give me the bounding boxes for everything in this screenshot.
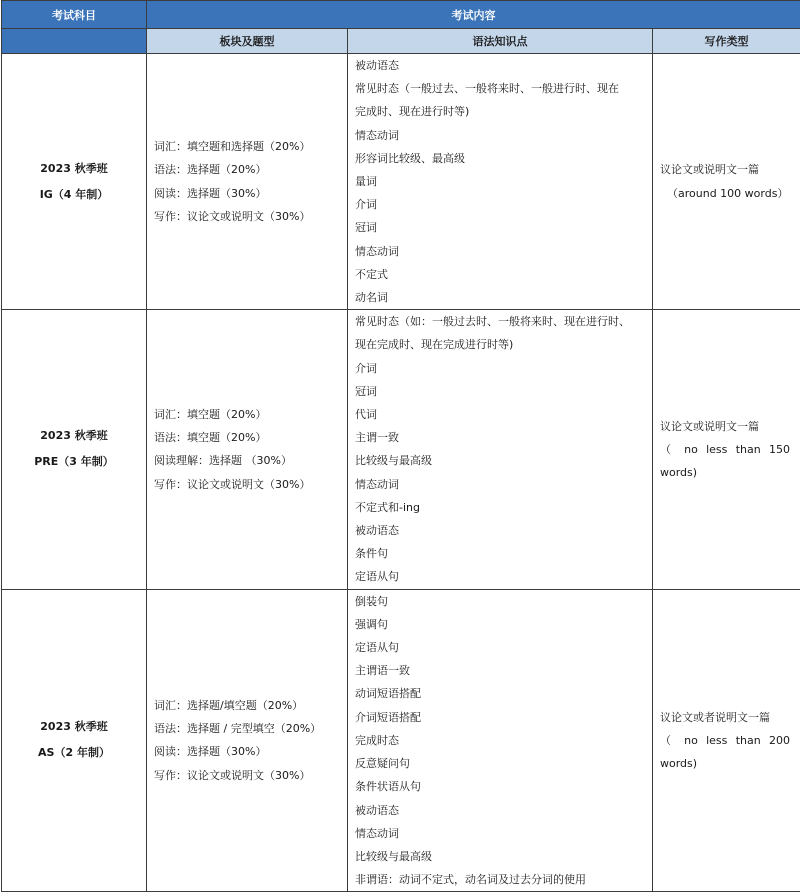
grammar-item: 冠词 — [355, 384, 377, 398]
grammar-item: 动词短语搭配 — [355, 687, 421, 701]
table-row-ig — [2, 54, 800, 310]
grammar-item: 倒装句 — [355, 594, 388, 608]
writing-item: words) — [660, 757, 698, 771]
subject-program: AS（2 年制） — [38, 746, 110, 760]
subject-term: 2023 秋季班 — [40, 161, 108, 175]
sections-cell — [147, 589, 348, 892]
grammar-item: 形容词比较级、最高级 — [355, 151, 465, 165]
subject-term: 2023 秋季班 — [40, 720, 108, 734]
grammar-item: 条件句 — [355, 547, 388, 561]
writing-item: words) — [660, 466, 698, 480]
grammar-item: 不定式和-ing — [355, 500, 420, 514]
section-item: 语法：选择题（20%） — [154, 163, 267, 177]
writing-cell — [653, 589, 800, 892]
section-item: 阅读：选择题（30%） — [154, 186, 267, 200]
grammar-item: 量词 — [355, 175, 377, 189]
header-row-1 — [2, 1, 800, 29]
exam-table — [1, 0, 800, 892]
header-writing: 写作类型 — [653, 29, 800, 54]
section-item: 写作：议论文或说明文（30%） — [154, 209, 311, 223]
grammar-item: 不定式 — [355, 267, 388, 281]
section-item: 词汇：填空题（20%） — [154, 408, 267, 422]
grammar-cell — [348, 310, 653, 589]
header-sections: 板块及题型 — [147, 29, 348, 54]
grammar-item: 冠词 — [355, 221, 377, 235]
grammar-item: 定语从句 — [355, 641, 399, 655]
writing-item: 议论文或说明文一篇 — [660, 163, 759, 177]
grammar-item: 非谓语：动词不定式，动名词及过去分词的使用 — [355, 873, 586, 887]
grammar-item: 完成时、现在进行时等) — [355, 105, 470, 119]
grammar-item: 反意疑问句 — [355, 757, 410, 771]
grammar-item: 情态动词 — [355, 477, 399, 491]
grammar-item: 主谓一致 — [355, 431, 399, 445]
grammar-item: 条件状语从句 — [355, 780, 421, 794]
table-row-pre — [2, 310, 800, 589]
grammar-item: 被动语态 — [355, 524, 399, 538]
section-item: 阅读理解：选择题 （30%） — [154, 454, 292, 468]
grammar-item: 情态动词 — [355, 244, 399, 258]
subject-program: IG（4 年制） — [39, 187, 109, 201]
grammar-item: 比较级与最高级 — [355, 849, 432, 863]
section-item: 词汇：填空题和选择题（20%） — [154, 140, 311, 154]
section-item: 阅读：选择题（30%） — [154, 745, 267, 759]
grammar-item: 常见时态（如：一般过去时、一般将来时、现在进行时、 — [355, 315, 630, 329]
table-row-as — [2, 589, 800, 892]
subject-cell — [2, 310, 147, 589]
grammar-item: 主谓语一致 — [355, 664, 410, 678]
writing-item: 议论文或者说明文一篇 — [660, 710, 770, 724]
header-grammar: 语法知识点 — [348, 29, 653, 54]
grammar-item: 完成时态 — [355, 733, 399, 747]
grammar-item: 定语从句 — [355, 570, 399, 584]
grammar-item: 被动语态 — [355, 803, 399, 817]
grammar-item: 比较级与最高级 — [355, 454, 432, 468]
grammar-item: 被动语态 — [355, 59, 399, 72]
header-blank-cell — [2, 29, 147, 54]
grammar-item: 代词 — [355, 408, 377, 422]
section-item: 语法：选择题 / 完型填空（20%） — [154, 722, 322, 736]
section-item: 写作：议论文或说明文（30%） — [154, 477, 311, 491]
header-content: 考试内容 — [147, 1, 800, 29]
grammar-item: 强调句 — [355, 617, 388, 631]
grammar-item: 动名词 — [355, 291, 388, 305]
writing-item: （ no less than 200 — [660, 733, 790, 747]
sections-cell — [147, 54, 348, 310]
header-subject: 考试科目 — [2, 1, 147, 29]
grammar-cell — [348, 589, 653, 892]
subject-cell — [2, 589, 147, 892]
section-item: 写作：议论文或说明文（30%） — [154, 768, 311, 782]
sections-cell — [147, 310, 348, 589]
subject-cell — [2, 54, 147, 310]
grammar-item: 介词短语搭配 — [355, 710, 421, 724]
grammar-cell — [348, 54, 653, 310]
grammar-item: 常见时态（一般过去、一般将来时、一般进行时、现在 — [355, 82, 619, 96]
writing-cell — [653, 310, 800, 589]
grammar-item: 介词 — [355, 361, 377, 375]
writing-item: 议论文或说明文一篇 — [660, 419, 759, 433]
grammar-item: 现在完成时、现在完成进行时等) — [355, 338, 514, 352]
grammar-item: 情态动词 — [355, 826, 399, 840]
grammar-item: 情态动词 — [355, 128, 399, 142]
writing-item: （ no less than 150 — [660, 442, 790, 456]
section-item: 语法：填空题（20%） — [154, 431, 267, 445]
subject-term: 2023 秋季班 — [40, 429, 108, 443]
writing-item: （around 100 words） — [667, 186, 789, 200]
header-row-2 — [2, 29, 800, 54]
writing-cell — [653, 54, 800, 310]
subject-program: PRE（3 年制） — [34, 455, 114, 469]
grammar-item: 介词 — [355, 198, 377, 212]
section-item: 词汇：选择题/填空题（20%） — [154, 699, 304, 713]
